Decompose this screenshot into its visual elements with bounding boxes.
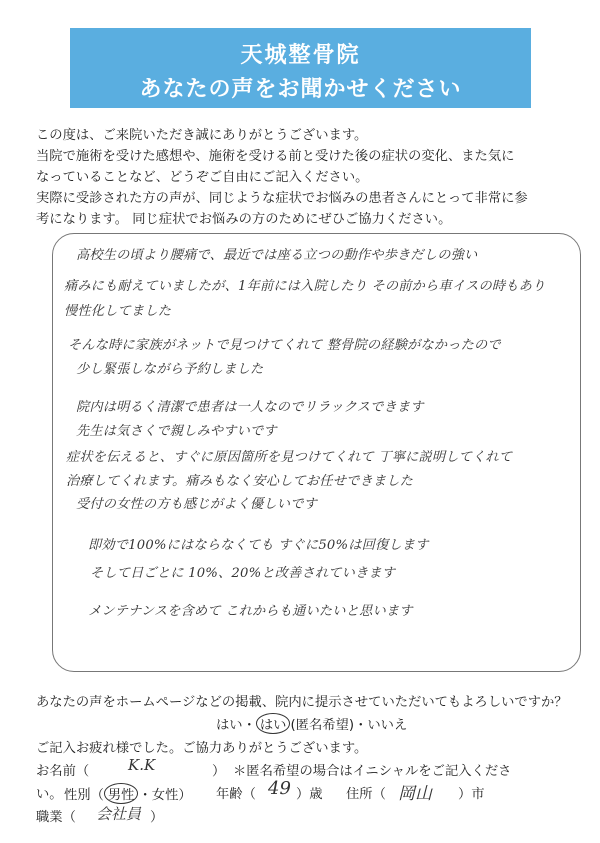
address-label: 住所（ — [346, 787, 386, 802]
separator: ・ — [354, 718, 368, 733]
anonymous-instruction-end: い。 — [36, 787, 63, 802]
consent-options — [216, 713, 407, 734]
handwritten-line: 高校生の頃より腰痛で、最近では座る立つの動作や歩きだしの強い — [76, 248, 478, 263]
intro-line: この度は、ご来院いただき誠にありがとうございます。 — [36, 128, 368, 143]
occupation-field[interactable]: 会社員 — [96, 805, 142, 823]
anonymous-instruction: ＊匿名希望の場合はイニシャルをご記入くださ — [233, 764, 512, 779]
gender-female-option[interactable]: ・女性） — [138, 788, 192, 803]
handwritten-line: 即効で100%にはならなくても すぐに50%は回復します — [88, 538, 429, 553]
separator: ・ — [242, 718, 256, 733]
handwritten-line: 慢性化してました — [64, 304, 172, 319]
handwritten-line: 先生は気さくで親しみやすいです — [76, 424, 277, 439]
option-no[interactable]: いいえ — [367, 718, 408, 733]
banner-subtitle: あなたの声をお聞かせください — [139, 77, 462, 102]
age-field[interactable]: 49 — [268, 778, 291, 799]
handwritten-line: 院内は明るく清潔で患者は一人なのでリラックスできます — [76, 400, 424, 415]
handwritten-line: 受付の女性の方も感じがよく優しいです — [76, 497, 317, 512]
occupation-label: 職業（ — [36, 810, 76, 825]
gender-male-option[interactable]: 男性 — [104, 783, 139, 804]
option-yes[interactable]: はい — [216, 718, 243, 733]
address-field[interactable]: 岡山 — [398, 784, 432, 804]
intro-line: 実際に受診された方の声が、同じような症状でお悩みの患者さんにとって非常に参 — [36, 191, 528, 206]
handwritten-line: そんな時に家族がネットで見つけてくれて 整骨院の経験がなかったので — [68, 338, 501, 353]
occupation-close: ） — [150, 810, 164, 825]
option-yes-anonymous[interactable]: はい — [256, 713, 291, 734]
title-banner — [70, 28, 531, 108]
gender-field — [64, 783, 192, 804]
handwritten-line: 症状を伝えると、すぐに原因箇所を見つけてくれて 丁寧に説明してくれて — [66, 450, 513, 465]
gender-label: 性別（ — [64, 788, 104, 803]
intro-line: 考になります。 同じ症状でお悩みの方のためにぜひご協力ください。 — [36, 212, 452, 227]
handwritten-line: 痛みにも耐えていましたが、1年前には入院したり その前から車イスの時もあり — [64, 279, 546, 294]
consent-question: あなたの声をホームページなどの掲載、院内に提示させていただいてもよろしいですか？ — [36, 695, 568, 710]
name-close: ） — [212, 764, 226, 779]
intro-text — [36, 125, 576, 230]
closing-text: ご記入お疲れ様でした。ご協力ありがとうございます。 — [36, 741, 368, 756]
intro-line: 当院で施術を受けた感想や、施術を受ける前と受けた後の症状の変化、また気に — [36, 149, 515, 164]
name-field[interactable]: K.K — [128, 756, 156, 774]
handwritten-line: メンテナンスを含めて これからも通いたいと思います — [88, 604, 413, 619]
handwritten-line: 少し緊張しながら予約しました — [76, 362, 264, 377]
address-close: ）市 — [458, 787, 485, 802]
age-close: ）歳 — [296, 787, 323, 802]
age-label: 年齢（ — [216, 787, 256, 802]
handwritten-line: 治療してくれます。痛みもなく安心してお任せできました — [66, 474, 414, 489]
handwritten-line: そして日ごとに 10%、20%と改善されていきます — [90, 566, 396, 581]
anonymous-note: (匿名希望) — [290, 718, 355, 733]
clinic-name: 天城整骨院 — [240, 43, 361, 68]
intro-line: なっていることなど、どうぞご自由にご記入ください。 — [36, 170, 369, 185]
name-label: お名前（ — [36, 764, 90, 779]
